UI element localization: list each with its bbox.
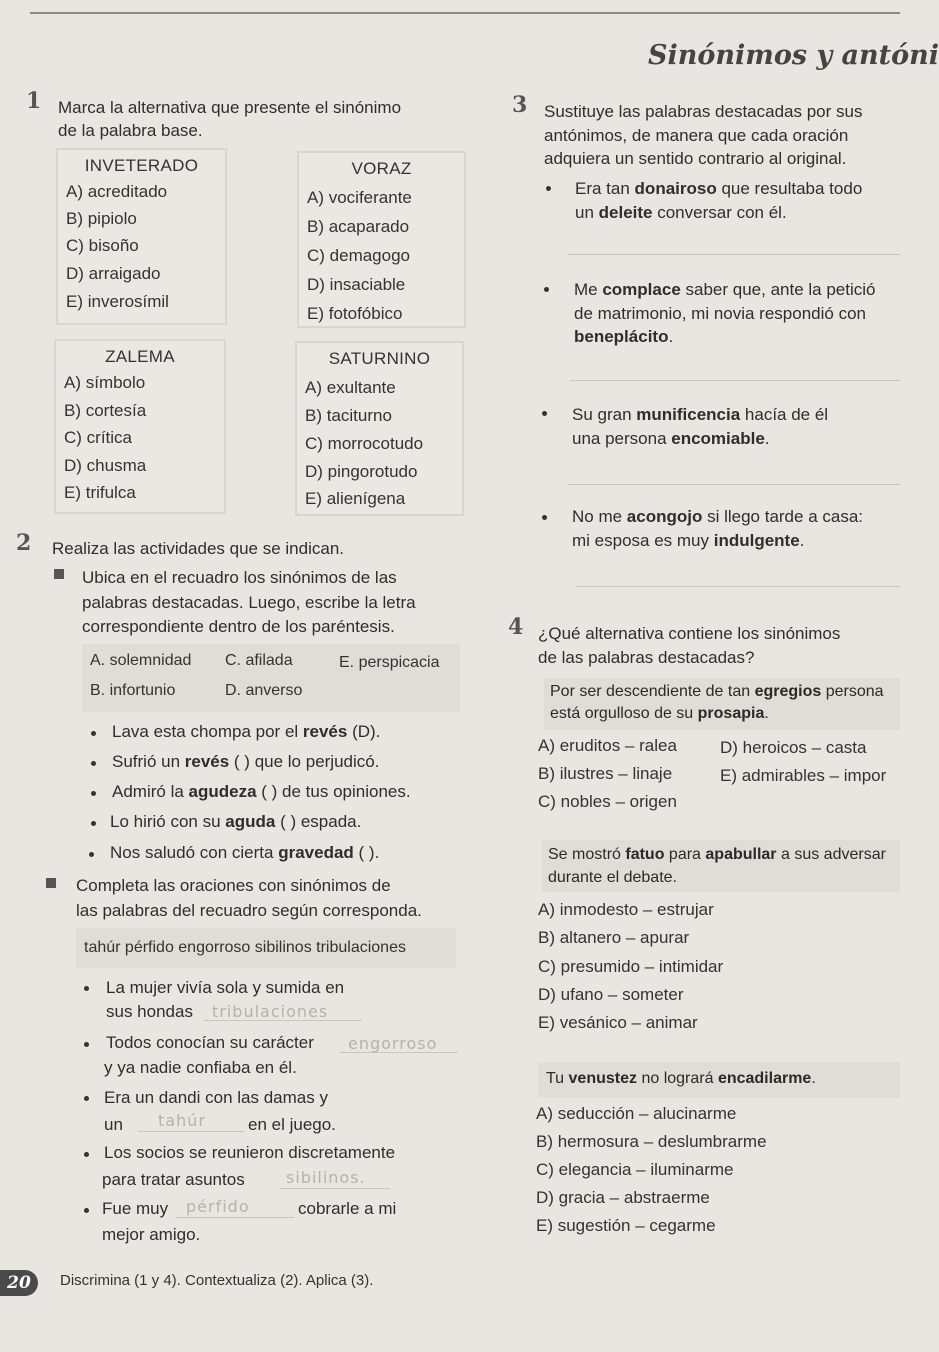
bullet-icon: [91, 821, 96, 826]
stem-line-2: está orgulloso de su prosapia.: [550, 705, 769, 722]
q2-option-d[interactable]: D) ufano – someter: [538, 985, 684, 1004]
question-box-voraz: [297, 151, 466, 328]
option-a[interactable]: A) exultante: [305, 378, 396, 397]
option-a[interactable]: A) símbolo: [64, 373, 146, 392]
answer-line[interactable]: [576, 586, 900, 587]
word-e: E. perspicacia: [339, 654, 440, 671]
blank-5-line-1a: Fue muy: [102, 1199, 169, 1218]
footer-skills: Discrimina (1 y 4). Contextualiza (2). Aplica (3).: [60, 1272, 374, 1289]
stem-line-2: durante el debate.: [548, 869, 677, 886]
stem-line-1: Por ser descendiente de tan egregios persona: [550, 683, 884, 700]
q3-option-a[interactable]: A) seducción – alucinarme: [536, 1104, 737, 1123]
exercise-4-instruction-2: de las palabras destacadas?: [538, 648, 755, 667]
option-a[interactable]: A) vociferante: [307, 188, 412, 207]
antonym-sentence-2-line-1: Me complace saber que, ante la petició: [574, 280, 876, 299]
word-b: B. infortunio: [90, 682, 176, 699]
q1-option-a[interactable]: A) eruditos – ralea: [538, 736, 677, 755]
bullet-icon: [542, 411, 547, 416]
q3-option-d[interactable]: D) gracia – abstraerme: [536, 1188, 710, 1207]
sentence-gravedad: Nos saludó con cierta gravedad ( ).: [110, 843, 380, 862]
q3-option-c[interactable]: C) elegancia – iluminarme: [536, 1160, 734, 1179]
synonym-word-box: [82, 644, 460, 712]
option-e[interactable]: E) trifulca: [64, 483, 136, 502]
antonym-sentence-3-line-2: una persona encomiable.: [572, 429, 770, 448]
exercise-1-instruction-line-2: de la palabra base.: [58, 121, 203, 140]
question-3-stem: [538, 1062, 900, 1098]
option-c[interactable]: C) morrocotudo: [305, 434, 424, 453]
blank-1-line-2: sus hondas: [106, 1002, 193, 1021]
part-b-instruction-1: Completa las oraciones con sinónimos de: [76, 876, 391, 895]
part-a-instruction-2: palabras destacadas. Luego, escribe la letra: [82, 593, 416, 612]
blank-4-line-1: Los socios se reunieron discretamente: [104, 1143, 396, 1162]
bullet-icon: [542, 515, 547, 520]
option-d[interactable]: D) arraigado: [66, 264, 161, 283]
part-a-instruction-1: Ubica en el recuadro los sinónimos de las: [82, 568, 397, 587]
part-b-instruction-2: las palabras del recuadro según corresponda.: [76, 901, 422, 920]
answer-line: [176, 1217, 294, 1218]
exercise-3-instruction-3: adquiera un sentido contrario al original.: [544, 149, 847, 168]
bullet-icon: [84, 1096, 89, 1101]
antonym-sentence-1-line-2: un deleite conversar con él.: [575, 203, 787, 222]
question-box-saturnino: [295, 341, 464, 516]
antonym-sentence-4-line-2: mi esposa es muy indulgente.: [572, 531, 805, 550]
question-1-stem: [544, 678, 900, 730]
bullet-icon: [544, 287, 549, 292]
sentence-reves-1: Lava esta chompa por el revés (D).: [112, 722, 381, 741]
blank-1-line-1: La mujer vivía sola y sumida en: [106, 978, 345, 997]
blank-2-line-2: y ya nadie confiaba en él.: [104, 1058, 297, 1077]
option-e[interactable]: E) inverosímil: [66, 292, 169, 311]
bullet-icon: [91, 731, 96, 736]
q3-option-b[interactable]: B) hermosura – deslumbrarme: [536, 1132, 767, 1151]
antonym-sentence-2-line-2: de matrimonio, mi novia respondió con: [574, 304, 866, 323]
sentence-agudeza: Admiró la agudeza ( ) de tus opiniones.: [112, 782, 411, 801]
word-d: D. anverso: [225, 682, 303, 699]
exercise-3-instruction-1: Sustituye las palabras destacadas por sus: [544, 102, 863, 121]
exercise-3-number: 3: [512, 92, 528, 118]
box-head: ZALEMA: [105, 347, 175, 366]
square-bullet-icon: [54, 569, 64, 579]
completion-word-box: [76, 928, 456, 968]
blank-3-line-2a: un: [104, 1115, 123, 1134]
answer-line[interactable]: [568, 254, 900, 255]
word-a: A. solemnidad: [90, 652, 192, 669]
exercise-4-instruction-1: ¿Qué alternativa contiene los sinónimos: [538, 624, 841, 643]
blank-3-line-1: Era un dandi con las damas y: [104, 1088, 328, 1107]
top-rule: [30, 12, 900, 14]
box-head: INVETERADO: [84, 156, 199, 175]
handwritten-answer-1[interactable]: tribulaciones: [212, 1002, 329, 1021]
antonym-sentence-4-line-1: No me acongojo si llego tarde a casa:: [572, 507, 864, 526]
question-box-inveterado: [56, 148, 227, 325]
option-d[interactable]: D) insaciable: [307, 275, 406, 294]
blank-5-line-2: mejor amigo.: [102, 1225, 201, 1244]
q2-option-a[interactable]: A) inmodesto – estrujar: [538, 900, 714, 919]
q1-option-b[interactable]: B) ilustres – linaje: [538, 764, 673, 783]
option-c[interactable]: C) crítica: [64, 428, 132, 447]
handwritten-answer-3[interactable]: tahúr: [158, 1111, 206, 1130]
option-b[interactable]: B) taciturno: [305, 406, 392, 425]
part-a-instruction-3: correspondiente dentro de los paréntesis.: [82, 617, 395, 636]
answer-line: [138, 1131, 244, 1132]
q2-option-b[interactable]: B) altanero – apurar: [538, 928, 690, 947]
q1-option-c[interactable]: C) nobles – origen: [538, 792, 677, 811]
option-d[interactable]: D) chusma: [64, 456, 147, 475]
bullet-icon: [91, 791, 96, 796]
option-e[interactable]: E) fotofóbico: [307, 304, 403, 323]
exercise-4-number: 4: [508, 614, 524, 640]
bullet-icon: [546, 186, 551, 191]
option-b[interactable]: B) acaparado: [307, 217, 410, 236]
blank-2-line-1: Todos conocían su carácter: [106, 1033, 314, 1052]
option-a[interactable]: A) acreditado: [66, 182, 168, 201]
page-title: Sinónimos y antóni: [648, 40, 939, 71]
q3-option-e[interactable]: E) sugestión – cegarme: [536, 1216, 716, 1235]
sentence-reves-2: Sufrió un revés ( ) que lo perjudicó.: [112, 752, 380, 771]
box-head: SATURNINO: [328, 349, 431, 368]
question-box-zalema: [54, 339, 226, 514]
bullet-icon: [84, 986, 89, 991]
option-b[interactable]: B) pipiolo: [66, 209, 137, 228]
option-b[interactable]: B) cortesía: [64, 401, 147, 420]
blank-4-line-2: para tratar asuntos: [102, 1170, 245, 1189]
bullet-icon: [84, 1042, 89, 1047]
box-head: VORAZ: [351, 159, 412, 178]
exercise-1-number: 1: [26, 88, 42, 114]
antonym-sentence-3-line-1: Su gran munificencia hacía de él: [572, 405, 829, 424]
option-d[interactable]: D) pingorotudo: [305, 462, 418, 481]
bullet-icon: [89, 852, 94, 857]
exercise-2-instruction: Realiza las actividades que se indican.: [52, 539, 345, 558]
page-number-badge: 20: [0, 1270, 38, 1296]
q2-option-c[interactable]: C) presumido – intimidar: [538, 957, 724, 976]
exercise-1-instruction-line-1: Marca la alternativa que presente el sinónimo: [58, 98, 402, 117]
blank-3-line-2b: en el juego.: [248, 1115, 336, 1134]
exercise-2-number: 2: [16, 530, 32, 556]
exercise-3-instruction-2: antónimos, de manera que cada oración: [544, 126, 849, 145]
bullet-icon: [84, 1208, 89, 1213]
antonym-sentence-1-line-1: Era tan donairoso que resultaba todo: [575, 179, 863, 198]
antonym-sentence-2-line-3: beneplácito.: [574, 327, 674, 346]
option-e[interactable]: E) alienígena: [305, 489, 406, 508]
stem-line-1: Se mostró fatuo para apabullar a sus adversar: [548, 846, 886, 863]
bullet-icon: [91, 761, 96, 766]
word-list: tahúr pérfido engorroso sibilinos tribulaciones: [84, 939, 406, 956]
word-c: C. afilada: [225, 652, 293, 669]
q2-option-e[interactable]: E) vesánico – animar: [538, 1013, 698, 1032]
option-c[interactable]: C) bisoño: [66, 236, 139, 255]
stem-line-1: Tu venustez no logrará encadilarme.: [546, 1070, 816, 1087]
q1-option-d[interactable]: D) heroicos – casta: [720, 738, 867, 757]
sentence-aguda: Lo hirió con su aguda ( ) espada.: [110, 812, 362, 831]
answer-line: [280, 1188, 390, 1189]
answer-line[interactable]: [570, 380, 900, 381]
question-2-stem: [542, 840, 900, 892]
option-c[interactable]: C) demagogo: [307, 246, 411, 265]
handwritten-answer-4[interactable]: sibilinos.: [286, 1168, 366, 1187]
answer-line[interactable]: [568, 484, 900, 485]
handwritten-answer-2[interactable]: engorroso: [348, 1034, 438, 1053]
q1-option-e[interactable]: E) admirables – impor: [720, 766, 887, 785]
blank-5-line-1b: cobrarle a mi: [298, 1199, 397, 1218]
handwritten-answer-5[interactable]: pérfido: [186, 1197, 250, 1216]
bullet-icon: [84, 1152, 89, 1157]
square-bullet-icon: [46, 878, 56, 888]
